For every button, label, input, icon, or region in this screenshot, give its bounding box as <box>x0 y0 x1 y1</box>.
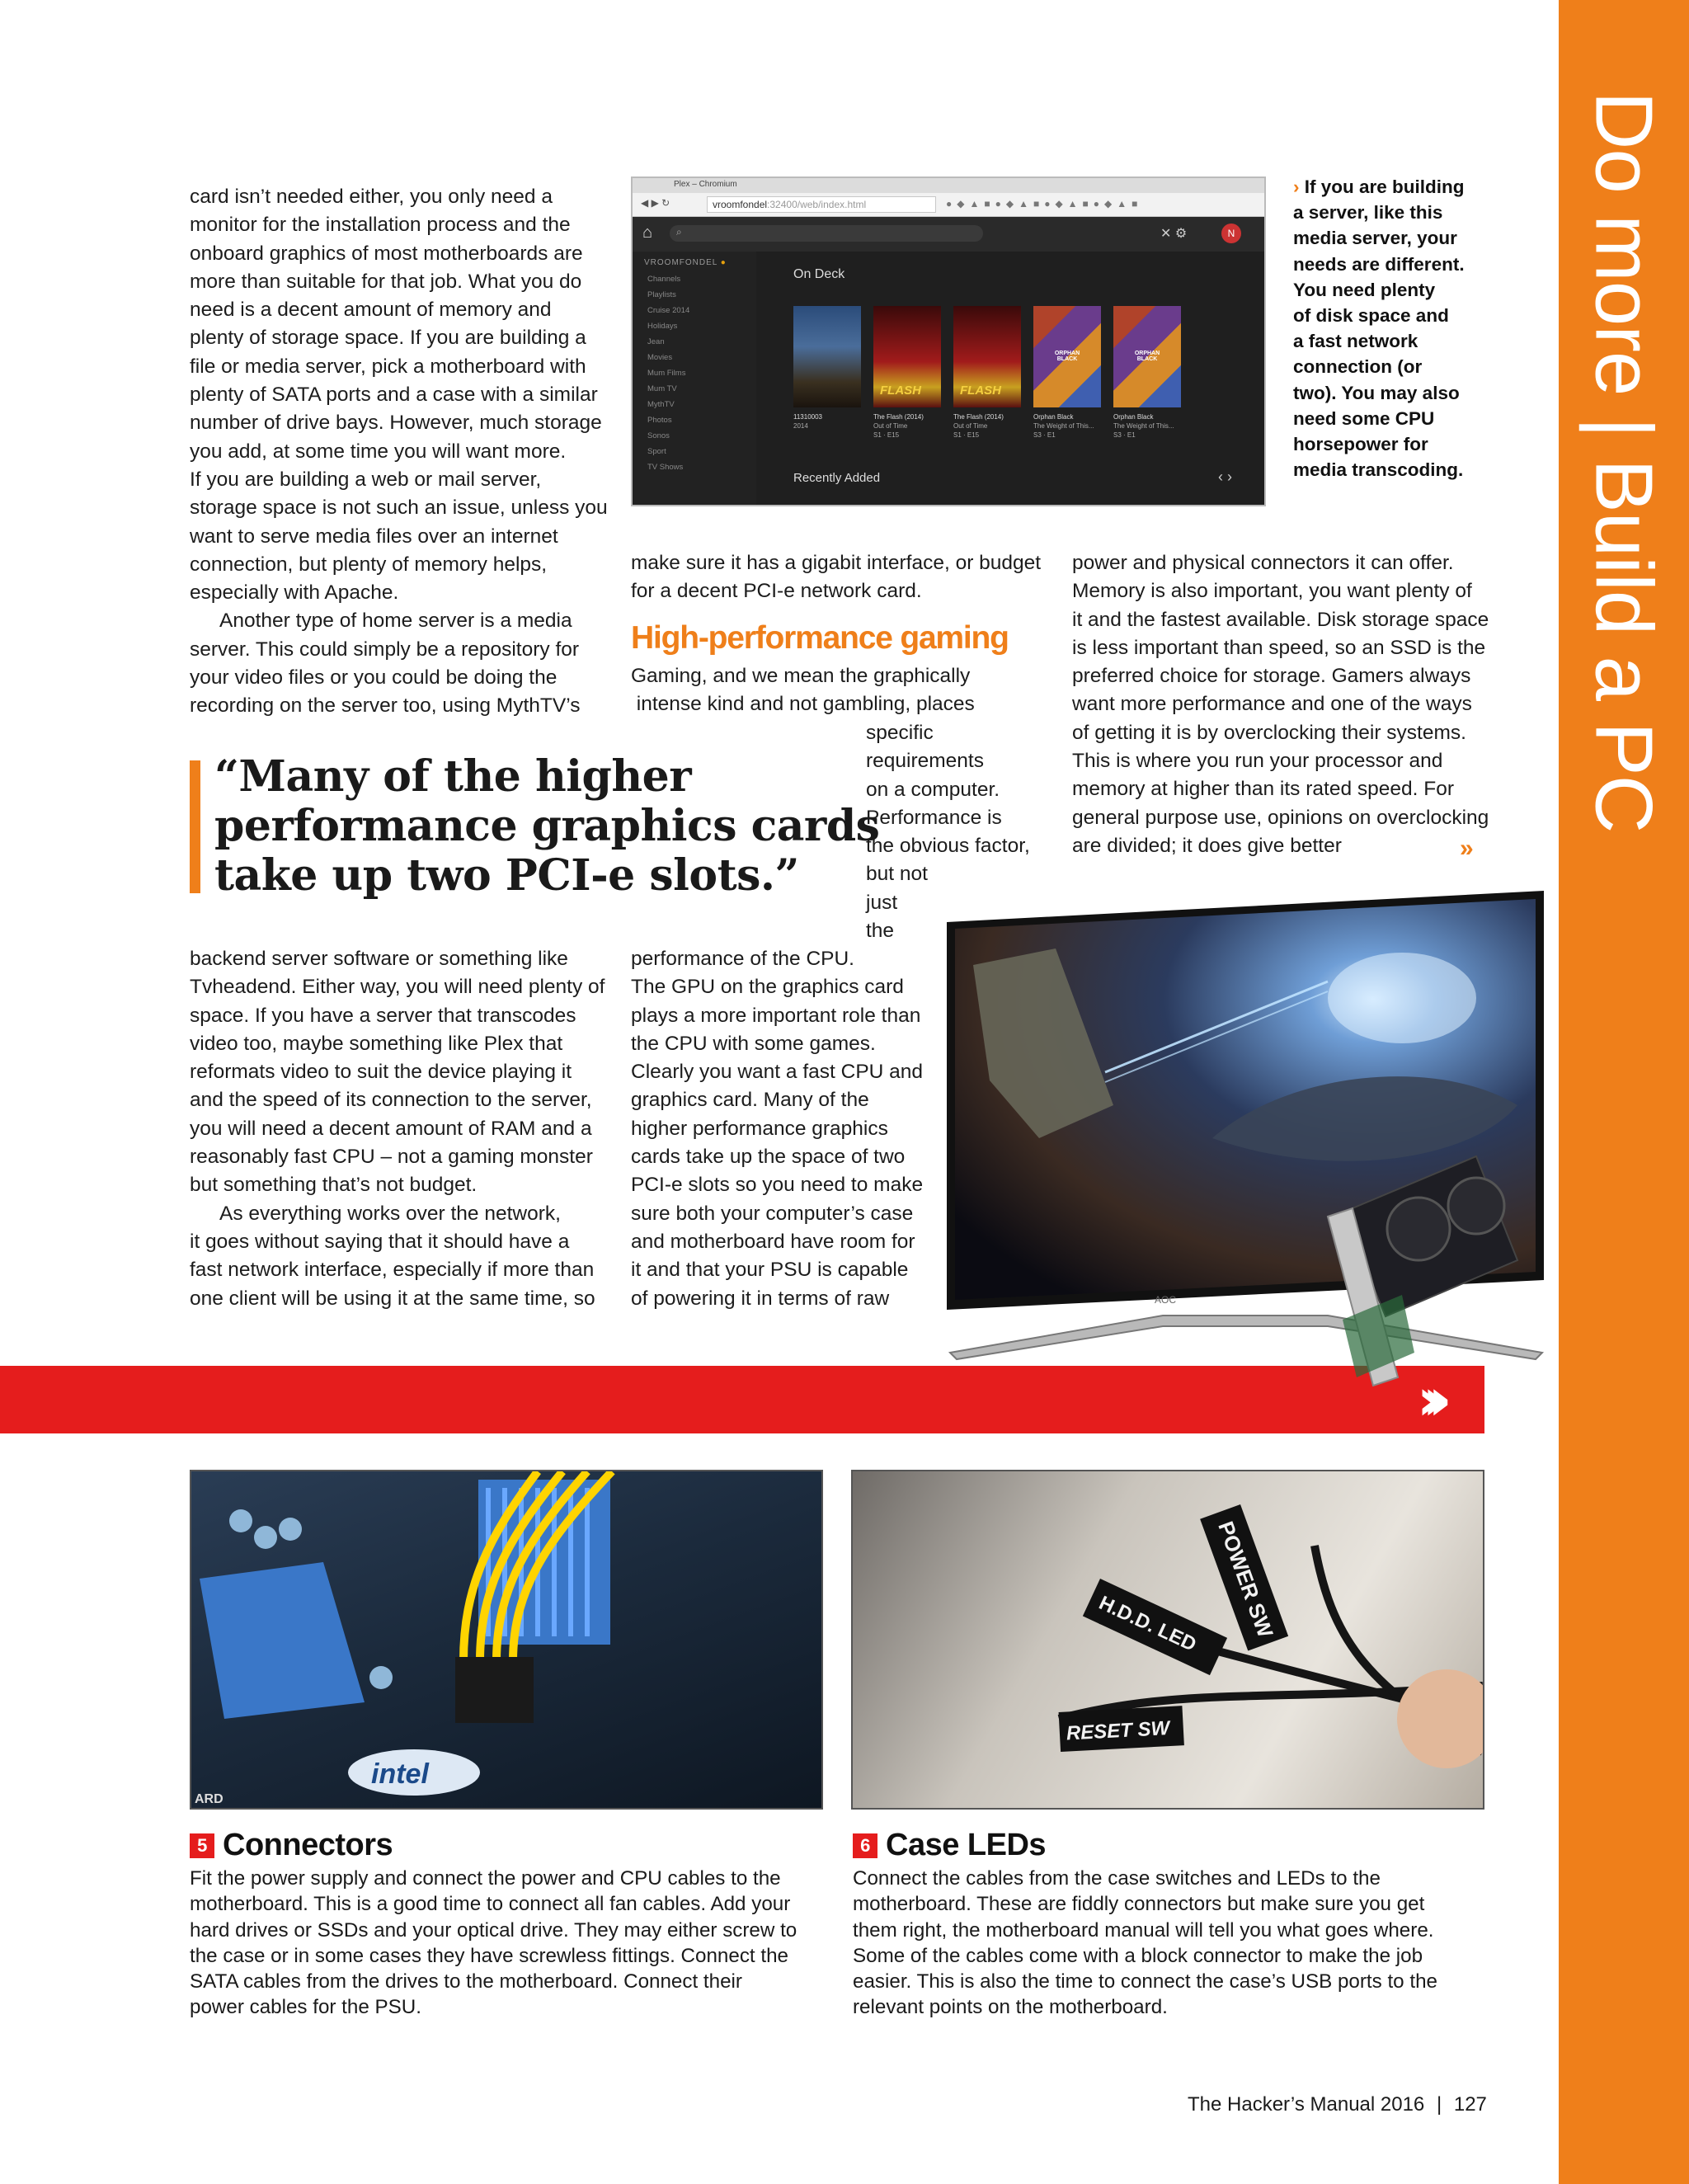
poster-caption: Orphan Black The Weight of This... S3 · E1 <box>1033 413 1094 439</box>
text-line: Memory is also important, you want plenty of <box>1072 580 1472 603</box>
text-line: make sure it has a gigabit interface, or budget <box>631 552 1042 574</box>
text-line: card isn’t needed either, you only need a <box>190 186 553 208</box>
column-3 <box>1072 549 1501 860</box>
text-line: reasonably fast CPU – not a gaming monster <box>190 1146 593 1169</box>
text-line: graphics card. Many of the <box>631 1089 869 1112</box>
text-line: specific <box>866 722 934 744</box>
text-line: This is where you run your processor and <box>1072 750 1443 773</box>
browser-titlebar <box>633 178 1264 193</box>
step-number-badge: 5 <box>190 1833 214 1858</box>
text-line: Fit the power supply and connect the power and CPU cables to the <box>190 1867 781 1890</box>
media-server-screenshot <box>631 177 1266 506</box>
board-label: ARD <box>195 1792 223 1806</box>
text-line: relevant points on the motherboard. <box>853 1996 1168 2019</box>
reset-sw-label: RESET SW <box>1066 1717 1170 1745</box>
caption-line: of disk space and <box>1293 305 1449 327</box>
text-line: storage space is not such an issue, unless you <box>190 497 608 520</box>
text-line: Another type of home server is a media <box>219 610 572 633</box>
text-line: the CPU with some games. <box>631 1032 876 1055</box>
sidebar-item: TV Shows <box>647 463 684 472</box>
caption-line: media server, your <box>1293 228 1457 249</box>
sidebar-item: Movies <box>647 353 673 362</box>
text-line: the case or in some cases they have screwless fittings. Connect the <box>190 1944 788 1967</box>
text-line: reformats video to suit the device playing it <box>190 1061 572 1084</box>
text-line: Some of the cables come with a block connector to make the job <box>853 1944 1423 1967</box>
text-line: Connect the cables from the case switches and LEDs to the <box>853 1867 1381 1890</box>
sidebar-item: Mum Films <box>647 369 686 378</box>
step-title: Connectors <box>223 1828 393 1862</box>
caption-line: connection (or <box>1293 356 1423 378</box>
text-line: of powering it in terms of raw <box>631 1287 890 1310</box>
text-line: number of drive bays. However, much storage <box>190 412 602 435</box>
text-line: just <box>866 891 898 914</box>
quote-line: performance graphics cards <box>214 801 880 851</box>
text-line: backend server software or something like <box>190 948 568 970</box>
caption-line: a server, like this <box>1293 202 1443 224</box>
text-line: general purpose use, opinions on overclocking <box>1072 806 1489 829</box>
text-line: but not <box>866 863 928 886</box>
text-line: power and physical connectors it can offer. <box>1072 552 1454 574</box>
text-line: file or media server, pick a motherboard with <box>190 355 586 378</box>
server-name: VROOMFONDEL ● <box>644 258 727 267</box>
on-deck-heading: On Deck <box>793 267 845 281</box>
sidebar-item: Cruise 2014 <box>647 306 690 315</box>
sidebar-item: Mum TV <box>647 384 677 393</box>
text-line: and motherboard have room for <box>631 1230 915 1253</box>
caption-line: media transcoding. <box>1293 459 1464 481</box>
text-line: higher performance graphics <box>631 1117 888 1140</box>
poster-caption: The Flash (2014) Out of Time S1 · E15 <box>873 413 924 439</box>
home-icon: ⌂ <box>642 224 653 242</box>
text-line: space. If you have a server that transcodes <box>190 1004 576 1027</box>
text-line: memory at higher than its rated speed. For <box>1072 778 1454 801</box>
poster-thumbnail <box>873 306 941 407</box>
column-1-top <box>190 183 608 721</box>
sidebar-item: MythTV <box>647 400 675 409</box>
text-line: it goes without saying that it should have a <box>190 1230 570 1253</box>
text-line: you add, at some time you will want more. <box>190 440 567 463</box>
text-line: want to serve media files over an internet <box>190 525 558 548</box>
page-footer <box>1188 2093 1487 2116</box>
chevron-right-icon: ‹ › <box>1218 468 1232 485</box>
caption-line: needs are different. <box>1293 253 1465 275</box>
text-line: easier. This is also the time to connect the case’s USB ports to the <box>853 1970 1437 1993</box>
text-line: onboard graphics of most motherboards are <box>190 242 583 265</box>
text-line: plays a more important role than <box>631 1004 921 1027</box>
section-title: Do more | Build a PC <box>1578 91 1670 833</box>
text-line: Clearly you want a fast CPU and <box>631 1061 924 1084</box>
text-line: fast network interface, especially if more than <box>190 1259 595 1282</box>
poster-thumbnail <box>1033 306 1101 407</box>
browser-toolbar <box>633 193 1264 217</box>
extension-icons: ●◆▲■●◆▲■●◆▲■●◆▲■ <box>946 198 1143 209</box>
caption-arrow-icon: › <box>1293 177 1300 197</box>
monitor-illustration <box>940 891 1550 1452</box>
text-line: need is a decent amount of memory and <box>190 299 552 322</box>
step-title: Case LEDs <box>886 1828 1047 1862</box>
text-line: Tvheadend. Either way, you will need plenty of <box>190 976 605 999</box>
text-line: video too, maybe something like Plex that <box>190 1032 563 1055</box>
poster-thumbnail <box>953 306 1021 407</box>
hdd-led-label: H.D.D. LED <box>1095 1591 1200 1656</box>
poster-caption: 11310003 2014 <box>793 413 822 430</box>
avatar: N <box>1221 224 1241 243</box>
text-line: but something that’s not budget. <box>190 1174 478 1197</box>
text-line: motherboard. These are fiddly connectors but make sure you get <box>853 1893 1425 1916</box>
text-line: power cables for the PSU. <box>190 1996 421 2019</box>
window-title: Plex – Chromium <box>674 180 737 189</box>
caption-line: You need plenty <box>1293 279 1436 300</box>
text-line: performance of the CPU. <box>631 948 854 970</box>
poster-thumbnail <box>1113 306 1181 407</box>
monitor-brand: AOC <box>1155 1294 1177 1306</box>
intel-logo: intel <box>371 1758 429 1790</box>
sidebar-item: Photos <box>647 416 672 425</box>
text-line: it and that your PSU is capable <box>631 1259 909 1282</box>
text-line: is less important than speed, so an SSD is the <box>1072 636 1486 659</box>
text-line: them right, the motherboard manual will tell you what goes where. <box>853 1918 1434 1942</box>
sidebar-item: Channels <box>647 275 681 284</box>
text-line: Performance is <box>866 806 1002 829</box>
column-2-gaming <box>631 662 1060 719</box>
caption-line: a fast network <box>1293 331 1418 352</box>
step-body-connectors <box>190 1866 833 2021</box>
double-chevron-icon: ››› <box>1417 1366 1434 1433</box>
text-line: cards take up the space of two <box>631 1146 906 1169</box>
sidebar-item: Holidays <box>647 322 678 331</box>
text-line: are divided; it does give better <box>1072 834 1342 857</box>
monitor-stand <box>950 1316 1542 1359</box>
text-line: want more performance and one of the ways <box>1072 693 1472 716</box>
text-line: of getting it is by overclocking their systems. <box>1072 721 1466 744</box>
poster-art-text: ORPHAN BLACK <box>1134 351 1160 362</box>
text-line: monitor for the installation process and the <box>190 214 571 237</box>
poster-art-text: ORPHAN BLACK <box>1054 351 1080 362</box>
text-line: preferred choice for storage. Gamers always <box>1072 665 1471 688</box>
text-line: the obvious factor, <box>866 835 1030 858</box>
caption-line: horsepower for <box>1293 434 1428 455</box>
step-heading-case-leds <box>853 1828 1046 1863</box>
caption-line: need some CPU <box>1293 407 1435 429</box>
plex-sidebar <box>633 252 756 506</box>
footer-separator: | <box>1436 2093 1442 2116</box>
address-bar <box>707 196 936 213</box>
column-2-top <box>631 549 1060 606</box>
text-line: plenty of SATA ports and a case with a similar <box>190 384 598 407</box>
text-line: If you are building a web or mail server, <box>190 468 542 491</box>
text-line: for a decent PCI-e network card. <box>631 580 922 603</box>
step-number-badge: 6 <box>853 1833 877 1858</box>
pull-quote <box>214 752 879 901</box>
url-host: vroomfondel <box>713 199 768 210</box>
text-line: PCI-e slots so you need to make <box>631 1174 924 1197</box>
poster-art-text: FLASH <box>880 384 921 398</box>
search-icon: ⌕ <box>676 226 682 238</box>
caption-line: If you are building <box>1304 177 1465 197</box>
url-path: :32400/web/index.html <box>767 199 867 210</box>
column-2-bottom <box>631 945 944 1313</box>
column-1-bottom <box>190 945 605 1313</box>
recently-added-heading: Recently Added <box>793 471 881 485</box>
caption-line: two). You may also <box>1293 382 1460 403</box>
image-caption <box>1293 174 1491 482</box>
text-line: it and the fastest available. Disk storage space <box>1072 608 1489 631</box>
text-line: Gaming, and we mean the graphically <box>631 665 971 687</box>
poster-caption: The Flash (2014) Out of Time S1 · E15 <box>953 413 1004 439</box>
text-line: the <box>866 920 895 943</box>
quote-line: take up two PCI-e slots.” <box>214 850 799 901</box>
poster-thumbnail <box>793 306 861 407</box>
page-number: 127 <box>1453 2093 1487 2116</box>
section-heading: High-performance gaming <box>631 620 1009 656</box>
text-line: The GPU on the graphics card <box>631 976 904 999</box>
sidebar-item: Jean <box>647 337 665 346</box>
text-line: motherboard. This is a good time to connect all fan cables. Add your <box>190 1893 791 1916</box>
power-sw-label: POWER SW <box>1213 1518 1278 1641</box>
text-line: you will need a decent amount of RAM and a <box>190 1117 592 1140</box>
poster-caption: Orphan Black The Weight of This... S3 · E1 <box>1113 413 1174 439</box>
text-line: especially with Apache. <box>190 581 399 605</box>
text-line: hard drives or SSDs and your optical drive. They may either screw to <box>190 1918 797 1942</box>
publication-name: The Hacker’s Manual 2016 <box>1188 2093 1425 2116</box>
sidebar-item: Playlists <box>647 290 676 299</box>
poster-art-text: FLASH <box>960 384 1001 398</box>
text-line: and the speed of its connection to the server, <box>190 1089 592 1112</box>
text-line: server. This could simply be a repository for <box>190 638 580 661</box>
plex-topbar <box>633 217 1264 252</box>
text-line: recording on the server too, using MythTV’s <box>190 694 581 718</box>
step-heading-connectors <box>190 1828 393 1863</box>
text-line: one client will be using it at the same time, so <box>190 1287 595 1310</box>
sidebar-item: Sport <box>647 447 666 456</box>
sidebar-item: Sonos <box>647 431 670 440</box>
text-line: your video files or you could be doing the <box>190 666 558 690</box>
text-line: more than suitable for that job. What you do <box>190 270 582 293</box>
step-photo-connectors <box>190 1470 823 1810</box>
text-line: plenty of storage space. If you are building a <box>190 327 586 350</box>
nav-icons: ◀ ▶ ↻ <box>641 197 670 209</box>
search-field <box>670 225 983 242</box>
text-line: connection, but plenty of memory helps, <box>190 553 548 576</box>
continue-icon: » <box>1460 835 1474 862</box>
quote-line: “Many of the higher <box>214 751 692 802</box>
text-line: on a computer. <box>866 778 1000 801</box>
text-line: requirements <box>866 750 984 773</box>
text-line: As everything works over the network, <box>219 1202 561 1225</box>
text-line: sure both your computer’s case <box>631 1202 914 1225</box>
quote-bar <box>190 760 200 893</box>
text-line: SATA cables from the drives to the motherboard. Connect their <box>190 1970 742 1993</box>
text-line: intense kind and not gambling, places <box>631 693 975 716</box>
step-photo-case-leds <box>851 1470 1484 1810</box>
settings-icon: ✕ ⚙ <box>1160 227 1188 241</box>
step-body-case-leds <box>853 1866 1496 2021</box>
